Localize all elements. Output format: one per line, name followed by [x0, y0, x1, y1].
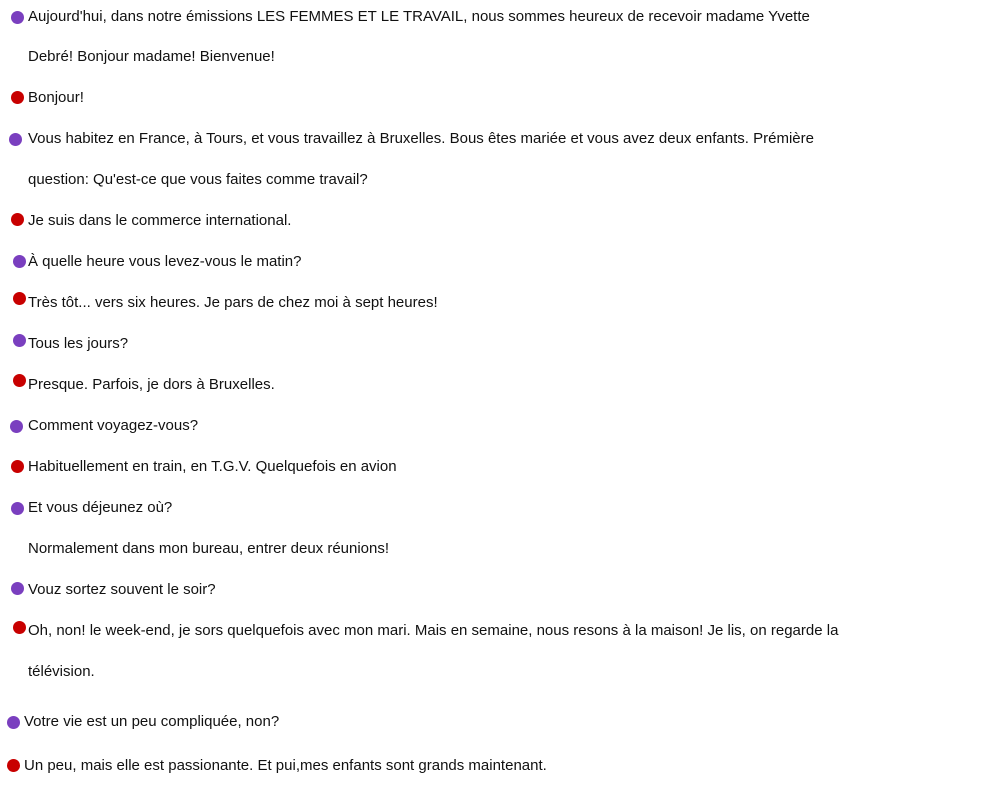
red-bullet-dot-icon — [13, 621, 26, 634]
purple-bullet-dot-icon — [7, 716, 20, 729]
dialogue-line: télévision. — [28, 663, 95, 680]
purple-bullet-dot-icon — [9, 133, 22, 146]
dialogue-line: Tous les jours? — [28, 335, 129, 352]
dialogue-line: Votre vie est un peu compliquée, non? — [24, 713, 280, 730]
dialogue-line: À quelle heure vous levez-vous le matin? — [28, 253, 302, 270]
purple-bullet-dot-icon — [10, 420, 23, 433]
dialogue-line: Bonjour! — [28, 89, 84, 106]
purple-bullet-dot-icon — [11, 582, 24, 595]
dialogue-line: Très tôt... vers six heures. Je pars de chez moi à sept heures! — [28, 294, 438, 311]
red-bullet-dot-icon — [13, 374, 26, 387]
red-bullet-dot-icon — [11, 460, 24, 473]
dialogue-line: Presque. Parfois, je dors à Bruxelles. — [28, 376, 275, 393]
dialogue-line: Oh, non! le week-end, je sors quelquefois avec mon mari. Mais en semaine, nous resons à la maison! Je lis, on regarde la — [28, 622, 839, 639]
red-bullet-dot-icon — [13, 292, 26, 305]
dialogue-line: Vouz sortez souvent le soir? — [28, 581, 216, 598]
purple-bullet-dot-icon — [13, 334, 26, 347]
red-bullet-dot-icon — [7, 759, 20, 772]
red-bullet-dot-icon — [11, 91, 24, 104]
purple-bullet-dot-icon — [11, 502, 24, 515]
dialogue-line: Je suis dans le commerce international. — [28, 212, 292, 229]
dialogue-line: Normalement dans mon bureau, entrer deux réunions! — [28, 540, 390, 557]
dialogue-line: Aujourd'hui, dans notre émissions LES FEMMES ET LE TRAVAIL, nous sommes heureux de recevoir madame Yvette — [28, 8, 810, 25]
dialogue-line: Habituellement en train, en T.G.V. Quelquefois en avion — [28, 458, 397, 475]
purple-bullet-dot-icon — [11, 11, 24, 24]
dialogue-line: Un peu, mais elle est passionante. Et pui,mes enfants sont grands maintenant. — [24, 757, 547, 774]
dialogue-line: Et vous déjeunez où? — [28, 499, 173, 516]
purple-bullet-dot-icon — [13, 255, 26, 268]
dialogue-line: question: Qu'est-ce que vous faites comme travail? — [28, 171, 368, 188]
red-bullet-dot-icon — [11, 213, 24, 226]
dialogue-line: Debré! Bonjour madame! Bienvenue! — [28, 48, 275, 65]
dialogue-line: Comment voyagez-vous? — [28, 417, 199, 434]
dialogue-line: Vous habitez en France, à Tours, et vous travaillez à Bruxelles. Bous êtes mariée et vous avez deux enfants. Prémière — [28, 130, 814, 147]
